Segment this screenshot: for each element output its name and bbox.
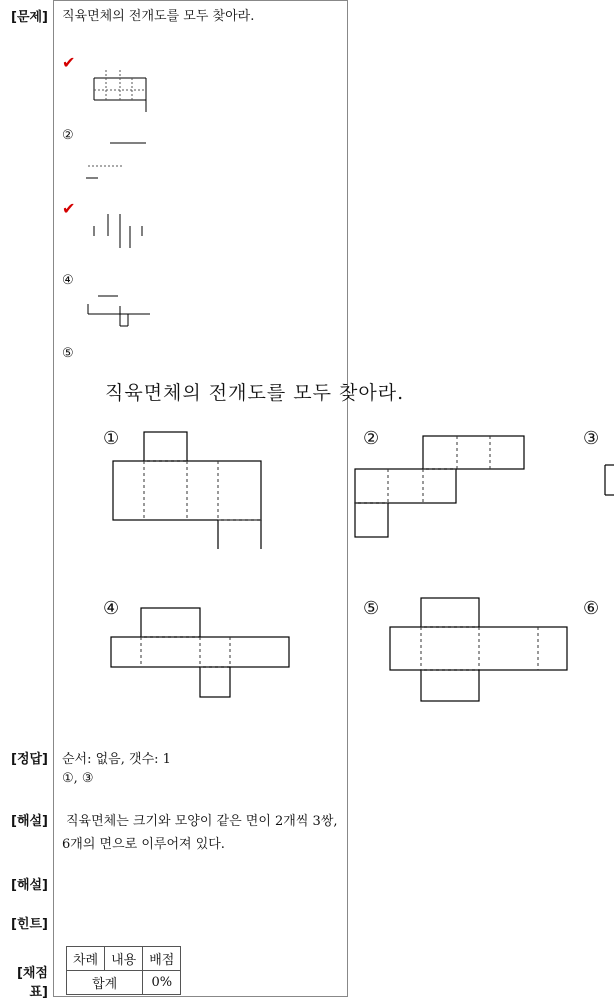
figure-num-2: ② xyxy=(363,428,380,449)
question-text: 직육면체의 전개도를 모두 찾아라. xyxy=(62,9,255,24)
label-problem: [문제] xyxy=(11,10,48,25)
score-header-content: 내용 xyxy=(105,947,143,971)
net-1 xyxy=(113,432,261,549)
label-scoring: [채점표] xyxy=(16,966,48,1000)
explanation-line-1: 직육면체는 크기와 모양이 같은 면이 2개씩 3쌍, xyxy=(66,814,338,829)
answer-value: ①, ③ xyxy=(62,771,94,786)
score-header-order: 차례 xyxy=(67,947,105,971)
figure-num-1: ① xyxy=(103,428,120,449)
figure-num-6: ⑥ xyxy=(583,598,600,619)
net-5 xyxy=(390,598,567,701)
option-3-check-icon[interactable]: ✔ xyxy=(62,199,76,218)
label-explanation: [해설] xyxy=(11,814,48,829)
net-4 xyxy=(111,608,289,697)
score-table xyxy=(66,946,181,995)
net-2 xyxy=(355,436,524,537)
score-total-label: 합계 xyxy=(67,971,143,995)
label-explanation-2: [해설] xyxy=(11,878,48,893)
figure-num-3: ③ xyxy=(583,428,600,449)
figure-num-4: ④ xyxy=(103,598,120,619)
score-header-points: 배점 xyxy=(143,947,181,971)
option-4-number[interactable]: ④ xyxy=(62,273,74,288)
net-3 xyxy=(605,465,614,495)
option-2-number[interactable]: ② xyxy=(62,128,74,143)
answer-meta: 순서: 없음, 갯수: 1 xyxy=(62,752,171,767)
option-1-check-icon[interactable]: ✔ xyxy=(62,53,76,72)
figure-num-5: ⑤ xyxy=(363,598,380,619)
explanation-line-2: 6개의 면으로 이루어져 있다. xyxy=(62,837,225,852)
label-answer: [정답] xyxy=(11,752,48,767)
figure-title: 직육면체의 전개도를 모두 찾아라. xyxy=(105,382,405,404)
option-5-number[interactable]: ⑤ xyxy=(62,346,74,361)
score-total-value: 0% xyxy=(143,971,181,995)
label-hint: [힌트] xyxy=(11,917,48,932)
